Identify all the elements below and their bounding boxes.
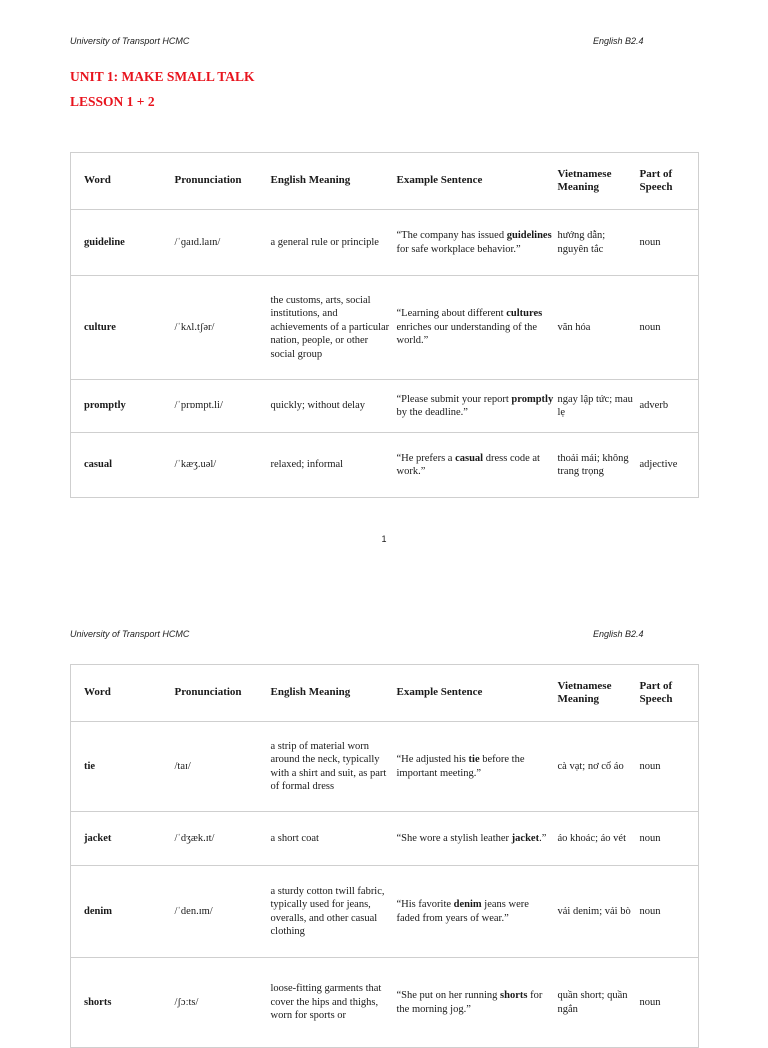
highlighted-word: casual xyxy=(455,452,484,464)
english-meaning-cell: quickly; without delay xyxy=(271,380,397,433)
highlighted-word: shorts xyxy=(500,990,528,1001)
header-course: English B2.4 xyxy=(593,36,644,46)
column-header-pronunciation: Pronunciation xyxy=(175,153,271,210)
highlighted-word: denim xyxy=(453,899,482,910)
highlighted-word: cultures xyxy=(506,308,543,320)
table-row xyxy=(71,722,699,812)
table-row xyxy=(71,812,699,866)
pronunciation-cell: /ˈkæʒ.uəl/ xyxy=(175,433,271,498)
pronunciation-cell: /ˈden.ɪm/ xyxy=(175,866,271,958)
vietnamese-meaning-cell: vải denim; vải bò xyxy=(558,866,640,958)
pronunciation-cell: /ʃɔːts/ xyxy=(175,958,271,1048)
example-sentence-cell: “He adjusted his tie before the important meeting.” xyxy=(397,722,558,812)
header-institution: University of Transport HCMC xyxy=(70,629,190,639)
word-cell: culture xyxy=(71,276,175,380)
example-sentence-cell: “He prefers a casual dress code at work.” xyxy=(397,433,558,498)
word-cell: guideline xyxy=(71,210,175,276)
table-row xyxy=(71,433,699,498)
vietnamese-meaning-cell: quần short; quần ngắn xyxy=(558,958,640,1048)
column-header-english-meaning: English Meaning xyxy=(271,665,397,722)
page-number: 1 xyxy=(381,534,387,544)
column-header-part-of-speech: Part of Speech xyxy=(640,153,699,210)
header-course: English B2.4 xyxy=(593,629,644,639)
column-header-vietnamese-meaning: Vietnamese Meaning xyxy=(558,153,640,210)
vocabulary-table xyxy=(70,664,699,1048)
column-header-word: Word xyxy=(71,153,175,210)
english-meaning-cell: a general rule or principle xyxy=(271,210,397,276)
pronunciation-cell: /taɪ/ xyxy=(175,722,271,812)
header-institution: University of Transport HCMC xyxy=(70,36,190,46)
part-of-speech-cell: noun xyxy=(640,866,699,958)
part-of-speech-cell: adverb xyxy=(640,380,699,433)
table-row xyxy=(71,210,699,276)
table-row xyxy=(71,380,699,433)
word-cell: tie xyxy=(71,722,175,812)
word-cell: shorts xyxy=(71,958,175,1048)
column-header-example-sentence: Example Sentence xyxy=(397,153,558,210)
english-meaning-cell: the customs, arts, social institutions, and achievements of a particular nation, people, or other social group xyxy=(271,276,397,380)
table-row xyxy=(71,866,699,958)
word-cell: promptly xyxy=(71,380,175,433)
column-header-pronunciation: Pronunciation xyxy=(175,665,271,722)
example-sentence-cell: “She put on her running shorts for the morning jog.” xyxy=(397,958,558,1048)
pronunciation-cell: /ˈkʌl.tʃər/ xyxy=(175,276,271,380)
highlighted-word: promptly xyxy=(511,393,554,405)
example-sentence-cell: “Learning about different cultures enriches our understanding of the world.” xyxy=(397,276,558,380)
example-sentence-cell: “She wore a stylish leather jacket.” xyxy=(397,812,558,866)
column-header-english-meaning: English Meaning xyxy=(271,153,397,210)
example-sentence-cell: “The company has issued guidelines for safe workplace behavior.” xyxy=(397,210,558,276)
vietnamese-meaning-cell: ngay lập tức; mau lẹ xyxy=(558,380,640,433)
example-sentence-cell: “His favorite denim jeans were faded from years of wear.” xyxy=(397,866,558,958)
english-meaning-cell: relaxed; informal xyxy=(271,433,397,498)
column-header-part-of-speech: Part of Speech xyxy=(640,665,699,722)
vietnamese-meaning-cell: cà vạt; nơ cổ áo xyxy=(558,722,640,812)
highlighted-word: jacket xyxy=(511,832,540,844)
part-of-speech-cell: noun xyxy=(640,276,699,380)
word-cell: casual xyxy=(71,433,175,498)
column-header-example-sentence: Example Sentence xyxy=(397,665,558,722)
part-of-speech-cell: noun xyxy=(640,210,699,276)
english-meaning-cell: a sturdy cotton twill fabric, typically used for jeans, overalls, and other casual clothing xyxy=(271,866,397,958)
page-header xyxy=(70,36,698,50)
column-header-vietnamese-meaning: Vietnamese Meaning xyxy=(558,665,640,722)
highlighted-word: guidelines xyxy=(506,230,552,241)
table-row xyxy=(71,276,699,380)
word-cell: jacket xyxy=(71,812,175,866)
english-meaning-cell: loose-fitting garments that cover the hips and thighs, worn for sports or xyxy=(271,958,397,1048)
table-header-row xyxy=(71,153,699,210)
part-of-speech-cell: noun xyxy=(640,812,699,866)
highlighted-word: tie xyxy=(468,754,480,765)
pronunciation-cell: /ˈɡaɪd.laɪn/ xyxy=(175,210,271,276)
part-of-speech-cell: adjective xyxy=(640,433,699,498)
part-of-speech-cell: noun xyxy=(640,958,699,1048)
english-meaning-cell: a short coat xyxy=(271,812,397,866)
word-cell: denim xyxy=(71,866,175,958)
vietnamese-meaning-cell: thoải mái; không trang trọng xyxy=(558,433,640,498)
column-header-word: Word xyxy=(71,665,175,722)
vietnamese-meaning-cell: văn hóa xyxy=(558,276,640,380)
pronunciation-cell: /ˈprɒmpt.li/ xyxy=(175,380,271,433)
vietnamese-meaning-cell: áo khoác; áo vét xyxy=(558,812,640,866)
table-row xyxy=(71,958,699,1048)
vietnamese-meaning-cell: hướng dẫn; nguyên tắc xyxy=(558,210,640,276)
pronunciation-cell: /ˈdʒæk.ɪt/ xyxy=(175,812,271,866)
page-header xyxy=(70,629,698,643)
table-header-row xyxy=(71,665,699,722)
part-of-speech-cell: noun xyxy=(640,722,699,812)
lesson-title: LESSON 1 + 2 xyxy=(70,94,155,109)
english-meaning-cell: a strip of material worn around the neck, typically with a shirt and suit, as part of formal dress xyxy=(271,722,397,812)
unit-title: UNIT 1: MAKE SMALL TALK xyxy=(70,69,255,84)
vocabulary-table xyxy=(70,152,699,498)
example-sentence-cell: “Please submit your report promptly by the deadline.” xyxy=(397,380,558,433)
